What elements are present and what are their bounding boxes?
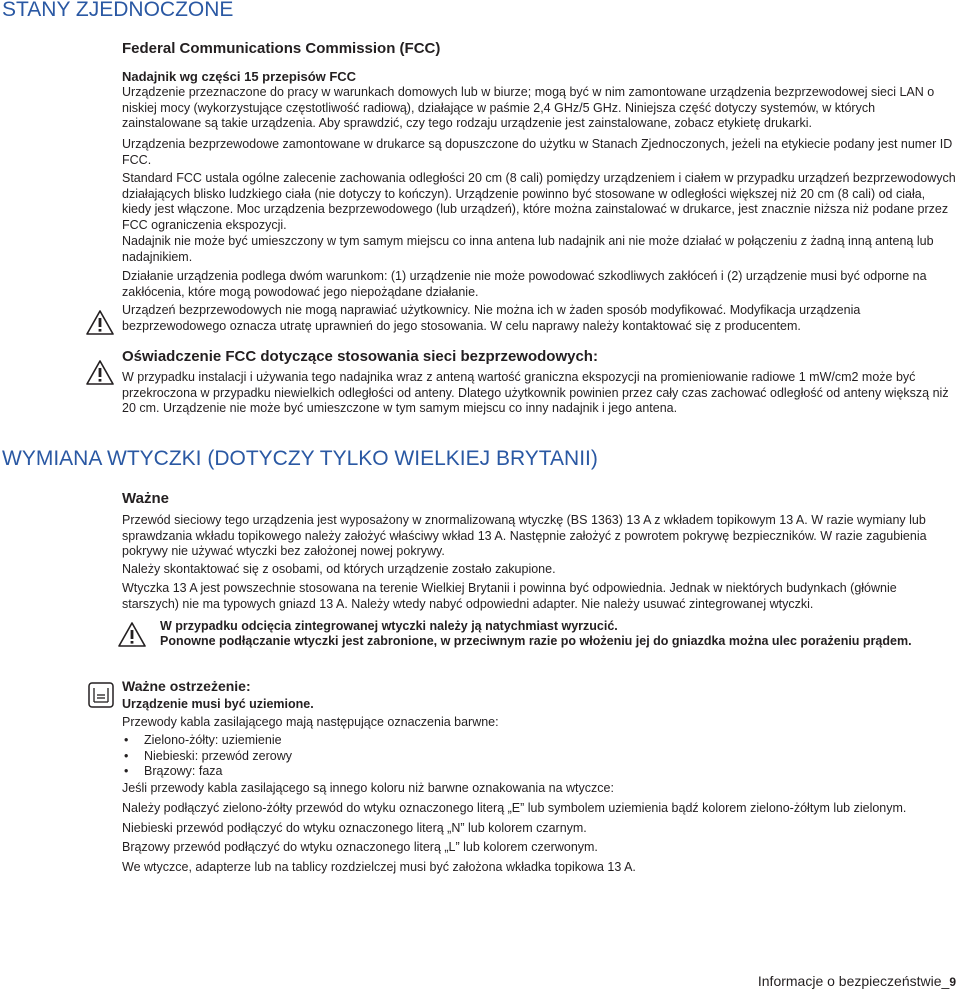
fcc-paragraph-4: Nadajnik nie może być umieszczony w tym samym miejscu co inna antena lub nadajnik ani nie może działać w połączeniu z żadną inną anteną lub nadajnikiem. bbox=[122, 234, 934, 264]
warning-line-2: Ponowne podłączanie wtyczki jest zabronione, w przeciwnym razie po włożeniu jej do gniazdka można ulec porażeniu prądem. bbox=[160, 634, 912, 648]
warning-triangle-icon bbox=[86, 360, 114, 385]
fcc-paragraph-5: Działanie urządzenia podlega dwóm warunkom: (1) urządzenie nie może powodować szkodliwych zakłóceń i (2) urządzenie musi być odporne na zakłócenia, które mogą powodować jego niepożądane działanie. bbox=[122, 269, 927, 299]
transmitter-heading: Nadajnik wg części 15 przepisów FCC bbox=[122, 69, 357, 84]
list-item: • Niebieski: przewód zerowy bbox=[124, 748, 292, 763]
fcc-paragraph-2: Urządzenia bezprzewodowe zamontowane w drukarce są dopuszczone do użytku w Stanach Zjednoczonych, jeżeli na etykiecie podany jest numer ID FCC. bbox=[122, 137, 953, 167]
wireless-statement-heading: Oświadczenie FCC dotyczące stosowania sieci bezprzewodowych: bbox=[122, 348, 598, 365]
important-heading: Ważne bbox=[122, 490, 169, 507]
plug-paragraph-3: Wtyczka 13 A jest powszechnie stosowana na terenie Wielkiej Brytanii i powinna być odpowiednia. Jednak w niektórych budynkach (głównie starszych) nie ma typowych gniazd 13 A. Należy wtedy nabyć odpowiedni adapter. Nie należy usuwać zintegrowanej wtyczki. bbox=[122, 581, 897, 611]
fcc-paragraph-3: Standard FCC ustala ogólne zalecenie zachowania odległości 20 cm (8 cali) pomiędzy urządzeniem i ciałem w przypadku urządzeń bezprzewodowych działających blisko ludzkiego ciała (nie dotyczy to kończyn). Urządzenie powinno być stosowane w odległości większej niż 20 cm (8 cali) od ciała, kiedy jest włączone. Moc urządzenia bezprzewodowego (lub urządzeń), które można zainstalować w drukarce, jest znacznie niższa niż podane przez FCC ograniczenia ekspozycji. bbox=[122, 171, 956, 232]
after-paragraph-3: Niebieski przewód podłączyć do wtyku oznaczonego literą „N” lub kolorem czarnym. bbox=[122, 821, 587, 835]
fcc-paragraph-1: Urządzenie przeznaczone do pracy w warunkach domowych lub w biurze; mogą być w nim zamontowane urządzenia bezprzewodowej sieci LAN o niskiej mocy (wykorzystujące częstotliwość radiową), działające w paśmie 2,4 GHz/5 GHz. Niniejsza część dotyczy systemów, w których zainstalowane są takie urządzenia. Aby sprawdzić, czy tego rodzaju urządzenie jest zainstalowane, zobacz etykietę drukarki. bbox=[122, 85, 935, 130]
wires-intro: Przewody kabla zasilającego mają następujące oznaczenia barwne: bbox=[122, 715, 499, 729]
warning-triangle-icon bbox=[86, 310, 114, 335]
list-item: • Brązowy: faza bbox=[124, 764, 223, 778]
wire-colours-list bbox=[122, 733, 956, 780]
list-item: • Zielono-żółty: uziemienie bbox=[124, 733, 282, 747]
after-paragraph-5: We wtyczce, adapterze lub na tablicy rozdzielczej musi być założona wkładka topikowa 13 A. bbox=[122, 860, 636, 874]
caution-heading: Ważne ostrzeżenie: bbox=[122, 678, 251, 694]
earth-heading: Urządzenie musi być uziemione. bbox=[122, 697, 314, 711]
warning-line-1: W przypadku odcięcia zintegrowanej wtyczki należy ją natychmiast wyrzucić. bbox=[160, 619, 618, 633]
plug-paragraph-2: Należy skontaktować się z osobami, od których urządzenie zostało zakupione. bbox=[122, 562, 556, 576]
section-title-usa: STANY ZJEDNOCZONE bbox=[2, 0, 234, 21]
footer-label: Informacje o bezpieczeństwie_ bbox=[757, 973, 950, 989]
page-footer bbox=[758, 973, 956, 990]
after-paragraph-2: Należy podłączyć zielono-żółty przewód do wtyku oznaczonego literą „E” lub symbolem uziemienia bądź kolorem zielono-żółtym lub zielonym. bbox=[122, 801, 907, 815]
note-icon bbox=[88, 682, 114, 708]
after-paragraph-1: Jeśli przewody kabla zasilającego są innego koloru niż barwne oznakowania na wtyczce: bbox=[122, 781, 614, 795]
warning-triangle-icon bbox=[118, 622, 146, 647]
section-title-uk-plug: WYMIANA WTYCZKI (DOTYCZY TYLKO WIELKIEJ BRYTANII) bbox=[2, 447, 598, 470]
page-number: 9 bbox=[949, 975, 956, 989]
wireless-statement-text: W przypadku instalacji i używania tego nadajnika wraz z anteną wartość graniczna ekspozycji na promieniowanie radiowe 1 mW/cm2 może być przekroczona w przypadku niewielkich odległości od anteny. Dlatego użytkownik powinien przez cały czas zachować odległość od anteny większą niż 20 cm. Urządzenie nie może być umieszczone w tym samym miejscu co inny nadajnik i jego antena. bbox=[122, 370, 949, 415]
after-paragraph-4: Brązowy przewód podłączyć do wtyku oznaczonego literą „L” lub kolorem czerwonym. bbox=[122, 840, 598, 854]
fcc-heading: Federal Communications Commission (FCC) bbox=[122, 40, 441, 57]
fcc-paragraph-6: Urządzeń bezprzewodowych nie mogą naprawiać użytkownicy. Nie można ich w żaden sposób modyfikować. Modyfikacja urządzenia bezprzewodowego oznacza utratę uprawnień do jego stosowania. W celu naprawy należy kontaktować się z producentem. bbox=[122, 303, 861, 333]
plug-paragraph-1: Przewód sieciowy tego urządzenia jest wyposażony w znormalizowaną wtyczkę (BS 1363) 13 A z wkładem topikowym 13 A. W razie wymiany lub sprawdzania wkładu topikowego należy założyć właściwy wkład 13 A. Następnie założyć z powrotem pokrywę bezpieczników. W razie zagubienia pokrywy nie używać wtyczki bez założonej nowej pokrywy. bbox=[122, 513, 927, 558]
